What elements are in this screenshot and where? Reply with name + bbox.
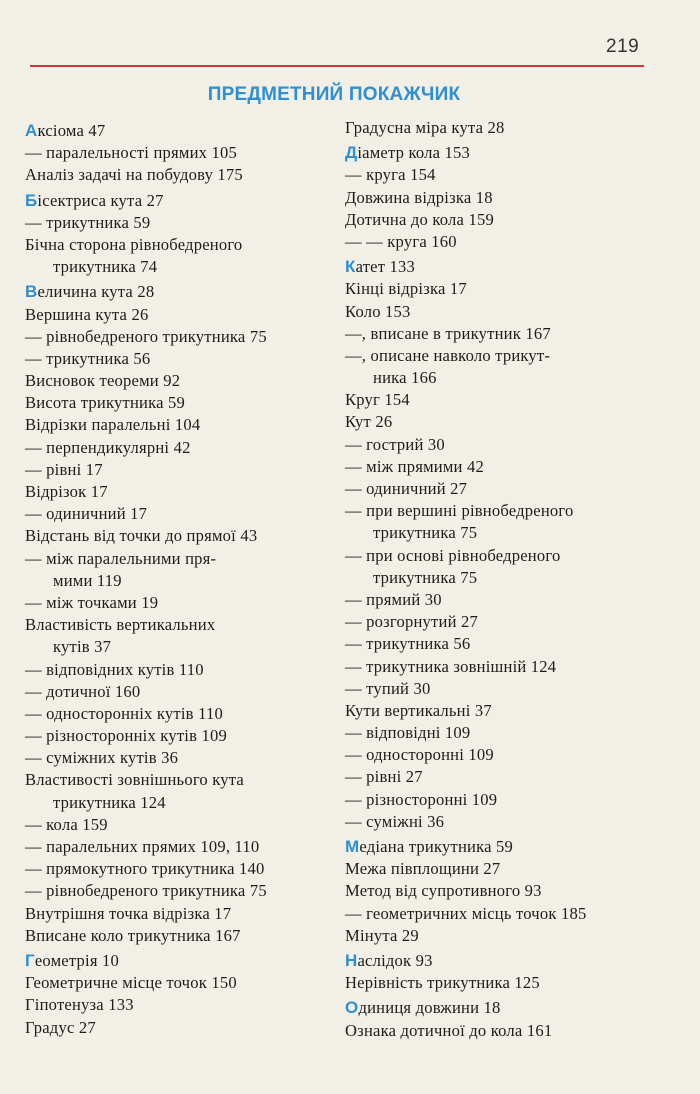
index-entry-text: — рівнобедреного трикутника 75 [25, 881, 267, 901]
index-entry-text: ксіома 47 [37, 121, 106, 140]
index-entry [345, 164, 670, 186]
index-entry-text: — відповідні 109 [345, 723, 471, 743]
index-entry [345, 367, 670, 389]
index-entry [25, 994, 335, 1016]
index-entry [25, 414, 335, 436]
index-entry-text: Вписане коло трикутника 167 [25, 925, 241, 945]
index-entry-text: Відстань від точки до прямої 43 [25, 526, 258, 546]
index-entry-text: Властивість вертикальних [25, 615, 216, 635]
index-entry-text: — суміжні 36 [345, 811, 445, 831]
index-entry [345, 925, 670, 947]
index-entry [345, 678, 670, 700]
index-entry-text: — розгорнутий 27 [345, 612, 479, 632]
index-entry [25, 142, 335, 164]
index-entry-text: — паралельних прямих 109, 110 [25, 837, 260, 856]
index-entry-text: Кут 26 [345, 412, 393, 432]
index-entry [345, 766, 670, 788]
index-entry-text: Нерівність трикутника 125 [345, 973, 540, 993]
index-letter-initial: А [25, 121, 38, 140]
index-entry [345, 478, 670, 500]
index-entry [25, 703, 335, 725]
index-entry [345, 345, 670, 367]
index-entry-text: Висота трикутника 59 [25, 393, 186, 413]
index-entry [25, 256, 335, 278]
index-letter-initial: Б [25, 190, 38, 210]
index-entry [25, 725, 335, 747]
index-entry [25, 459, 335, 481]
index-entry-text: аслідок 93 [357, 950, 433, 970]
index-entry-text: трикутника 75 [373, 523, 478, 543]
index-letter-initial: Н [345, 950, 358, 970]
index-entry [345, 789, 670, 811]
index-entry-text: — тупий 30 [345, 678, 431, 698]
index-entry-text: — відповідних кутів 110 [25, 659, 204, 679]
index-entry [345, 209, 670, 231]
index-entry-text: Аналіз задачі на побудову 175 [25, 165, 243, 185]
index-entry [345, 858, 670, 880]
index-title: ПРЕДМЕТНИЙ ПОКАЖЧИК [207, 84, 461, 105]
index-entry [25, 972, 335, 994]
index-entry [25, 858, 335, 880]
index-entry [345, 656, 670, 678]
index-entry [345, 567, 670, 589]
index-entry [25, 481, 335, 503]
index-entry-text: трикутника 124 [53, 792, 166, 812]
index-entry [345, 997, 670, 1019]
index-entry [345, 187, 670, 209]
index-entry-text: — дотичної 160 [25, 681, 141, 701]
index-entry-text: — між паралельними пря- [25, 548, 217, 568]
index-letter-initial: В [25, 282, 38, 302]
index-entry [345, 589, 670, 611]
index-entry [345, 880, 670, 902]
index-entry [345, 522, 670, 544]
index-entry [25, 836, 335, 858]
index-entry-text: — між точками 19 [25, 592, 159, 612]
index-letter-initial: К [345, 257, 356, 277]
index-entry-text: едіана трикутника 59 [359, 837, 514, 856]
index-entry-text: — односторонніх кутів 110 [25, 703, 223, 723]
index-entry-text: — одиничний 17 [25, 504, 148, 524]
index-entry-text: — кола 159 [25, 814, 108, 834]
index-entry [345, 1020, 670, 1042]
index-entry [345, 434, 670, 456]
index-entry [25, 659, 335, 681]
index-entry-text: — односторонні 109 [345, 745, 494, 765]
index-entry-text: — трикутника 59 [25, 212, 151, 232]
index-entry [25, 348, 335, 370]
index-entry [25, 120, 335, 142]
index-entry-text: — трикутника 56 [345, 634, 471, 654]
index-entry-text: — паралельності прямих 105 [25, 143, 237, 163]
index-entry [25, 681, 335, 703]
index-entry [345, 389, 670, 411]
index-entry [345, 722, 670, 744]
index-entry [25, 792, 335, 814]
page-number: 219 [606, 36, 640, 57]
index-entry [345, 744, 670, 766]
index-entry-text: еличина кута 28 [37, 282, 155, 302]
index-entry-text: — круга 154 [345, 165, 436, 185]
index-entry-text: — рівні 17 [25, 459, 103, 479]
index-entry-text: Мінута 29 [345, 925, 419, 945]
index-entry [345, 301, 670, 323]
index-entry [345, 811, 670, 833]
index-entry [345, 500, 670, 522]
index-entry-text: Відрізки паралельні 104 [25, 415, 201, 435]
index-entry [25, 234, 335, 256]
index-entry-text: трикутника 74 [53, 257, 158, 277]
index-entry [25, 636, 335, 658]
index-entry-text: кутів 37 [53, 637, 112, 657]
index-entry-text: Геометричне місце точок 150 [25, 973, 237, 993]
index-entry-text: — при вершині рівнобедреного [345, 501, 574, 521]
index-entry-text: — перпендикулярні 42 [25, 437, 191, 457]
index-entry [25, 437, 335, 459]
index-entry-text: — різносторонніх кутів 109 [25, 726, 227, 746]
index-entry [345, 142, 670, 164]
index-entry [25, 548, 335, 570]
index-entry [345, 256, 670, 278]
index-letter-initial: Г [25, 950, 35, 970]
index-entry-text: — трикутника 56 [25, 348, 151, 368]
index-entry-text: — між прямими 42 [345, 456, 484, 476]
index-entry [25, 190, 335, 212]
index-entry [25, 903, 335, 925]
index-entry-text: Метод від супротивного 93 [345, 881, 542, 901]
index-entry [345, 117, 670, 139]
index-entry-text: атет 133 [355, 257, 416, 277]
index-entry-text: Гіпотенуза 133 [25, 995, 134, 1015]
index-entry [25, 747, 335, 769]
index-entry-text: Внутрішня точка відрізка 17 [25, 903, 232, 923]
index-entry [345, 278, 670, 300]
index-entry [345, 972, 670, 994]
index-entry [345, 836, 670, 858]
index-entry [345, 231, 670, 253]
index-entry-text: Властивості зовнішнього кута [25, 770, 245, 790]
index-entry-text: мими 119 [53, 570, 122, 590]
index-entry [25, 592, 335, 614]
index-entry [345, 323, 670, 345]
index-entry-text: Висновок теореми 92 [25, 371, 181, 391]
index-entry-text: — при основі рівнобедреного [345, 545, 561, 565]
index-entry-text: Дотична до кола 159 [345, 209, 494, 229]
index-entry-text: — трикутника зовнішній 124 [345, 656, 557, 676]
index-letter-initial: Д [345, 143, 358, 163]
index-entry [25, 281, 335, 303]
index-entry [25, 212, 335, 234]
index-entry-text: Градусна міра кута 28 [345, 118, 505, 137]
index-entry-text: — різносторонні 109 [345, 789, 498, 809]
index-entry [345, 700, 670, 722]
index-entry [345, 903, 670, 925]
index-entry [25, 1017, 335, 1039]
header-rule [30, 65, 644, 67]
index-entry-text: — прямокутного трикутника 140 [25, 859, 265, 879]
index-entry-text: Кінці відрізка 17 [345, 279, 467, 299]
index-letter-initial: О [345, 998, 359, 1018]
index-entry-text: Відрізок 17 [25, 482, 108, 501]
index-entry [25, 814, 335, 836]
index-entry-text: — одиничний 27 [345, 479, 468, 498]
index-entry [25, 880, 335, 902]
index-entry-text: Межа півплощини 27 [345, 859, 501, 879]
index-entry [25, 525, 335, 547]
index-entry [25, 503, 335, 525]
index-entry-text: — рівнобедреного трикутника 75 [25, 326, 267, 346]
index-entry [25, 164, 335, 186]
index-entry-text: — геометричних місць точок 185 [345, 903, 587, 923]
index-entry [25, 370, 335, 392]
index-letter-initial: М [345, 837, 360, 856]
index-entry-text: Ознака дотичної до кола 161 [345, 1020, 553, 1040]
index-entry [25, 570, 335, 592]
index-column-left [25, 117, 335, 1039]
index-entry-text: Круг 154 [345, 390, 410, 410]
index-entry [25, 326, 335, 348]
index-entry [345, 633, 670, 655]
index-entry [25, 614, 335, 636]
index-entry-text: —, описане навколо трикут- [345, 345, 551, 365]
index-entry [25, 950, 335, 972]
index-entry [25, 925, 335, 947]
index-entry [25, 392, 335, 414]
index-entry-text: ісектриса кута 27 [37, 190, 164, 210]
index-entry [345, 950, 670, 972]
index-entry-text: — суміжних кутів 36 [25, 748, 179, 768]
index-entry-text: — рівні 27 [345, 767, 423, 787]
index-entry-text: Коло 153 [345, 301, 411, 321]
index-entry [345, 411, 670, 433]
index-entry [345, 611, 670, 633]
index-entry-text: диниця довжини 18 [358, 998, 501, 1018]
index-entry [25, 304, 335, 326]
index-entry [25, 769, 335, 791]
index-entry-text: Бічна сторона рівнобедреного [25, 234, 243, 254]
index-entry-text: еометрія 10 [34, 950, 119, 970]
index-entry-text: іаметр кола 153 [357, 143, 471, 163]
index-entry-text: —, вписане в трикутник 167 [345, 323, 551, 343]
index-entry-text: ника 166 [373, 368, 437, 388]
index-entry-text: Градус 27 [25, 1017, 96, 1037]
index-entry [345, 545, 670, 567]
index-entry-text: — гострий 30 [345, 434, 445, 454]
index-entry-text: — — круга 160 [345, 231, 457, 251]
index-entry-text: трикутника 75 [373, 567, 478, 587]
index-entry-text: Вершина кута 26 [25, 304, 149, 324]
index-entry-text: — прямий 30 [345, 589, 442, 609]
index-entry-text: Кути вертикальні 37 [345, 700, 492, 720]
index-entry-text: Довжина відрізка 18 [345, 187, 493, 207]
index-entry [345, 456, 670, 478]
index-column-right [345, 117, 670, 1042]
